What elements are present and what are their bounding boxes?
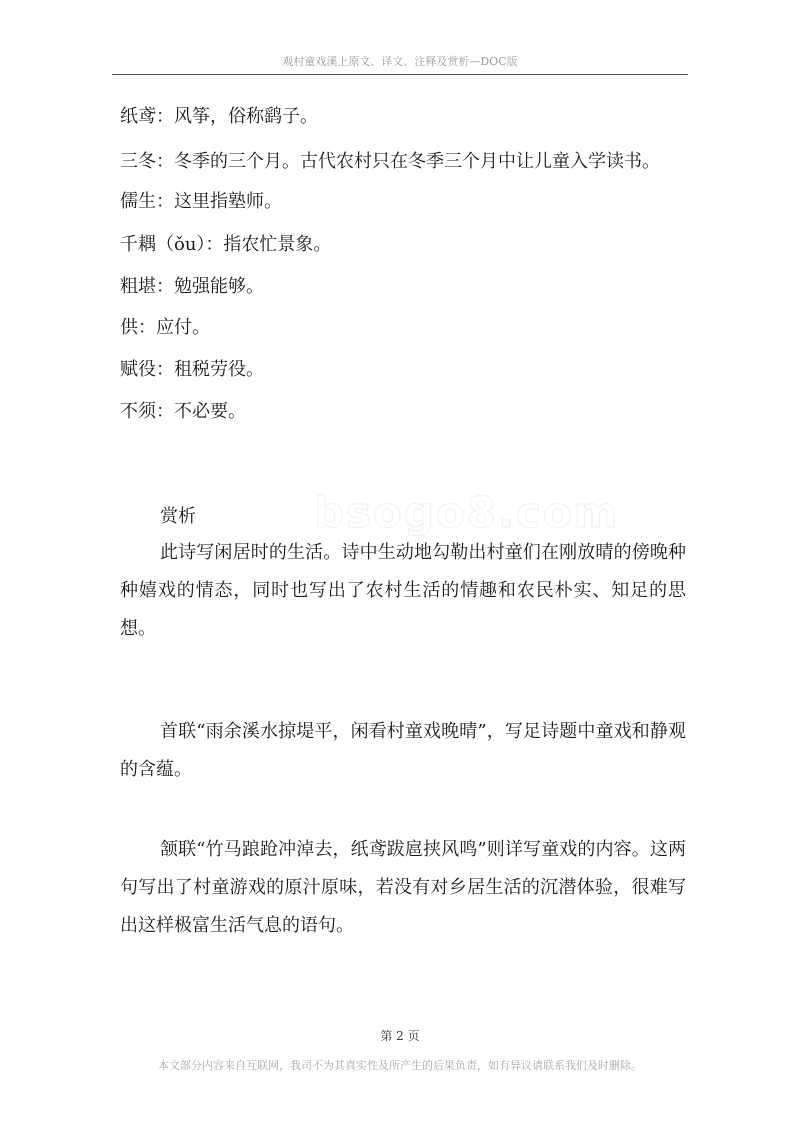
header-divider: [112, 74, 688, 75]
note-item: 赋役：租税劳役。: [120, 359, 264, 380]
note-item: 不须：不必要。: [120, 401, 246, 422]
site-watermark: bsogo8.com: [314, 488, 620, 537]
analysis-paragraph: 此诗写闲居时的生活。诗中生动地勾勒出村童们在刚放晴的傍晚种种嬉戏的情态，同时也写出了农村生活的情趣和农民朴实、知足的思想。: [120, 542, 686, 639]
section-heading: 赏析: [160, 506, 196, 527]
analysis-paragraph: 颔联“竹马踉跄冲淖去，纸鸢跋扈挟风鸣”则详写童戏的内容。这两句写出了村童游戏的原汁原味，若没有对乡居生活的沉潜体验，很难写出这样极富生活气息的语句。: [120, 839, 686, 936]
note-item: 供：应付。: [120, 317, 210, 338]
footer-disclaimer: 本文部分内容来自互联网，我司不为其真实性及所产生的后果负责，如有异议请联系我们及时删除。: [158, 1059, 642, 1072]
note-item: 粗堪：勉强能够。: [120, 276, 264, 297]
note-item: 三冬：冬季的三个月。古代农村只在冬季三个月中让儿童入学读书。: [120, 151, 660, 172]
note-item: 纸鸢：风筝，俗称鹞子。: [120, 106, 318, 127]
page-number: 第 2 页: [380, 1029, 420, 1043]
analysis-paragraph: 首联“雨余溪水掠堤平，闲看村童戏晚晴”，写足诗题中童戏和静观的含蕴。: [120, 721, 686, 780]
note-item: 儒生：这里指塾师。: [120, 191, 282, 212]
document-title: 观村童戏溪上原文、译文、注释及赏析—DOC版: [282, 55, 518, 68]
note-item: 千耦（ǒu）：指农忙景象。: [120, 234, 332, 255]
